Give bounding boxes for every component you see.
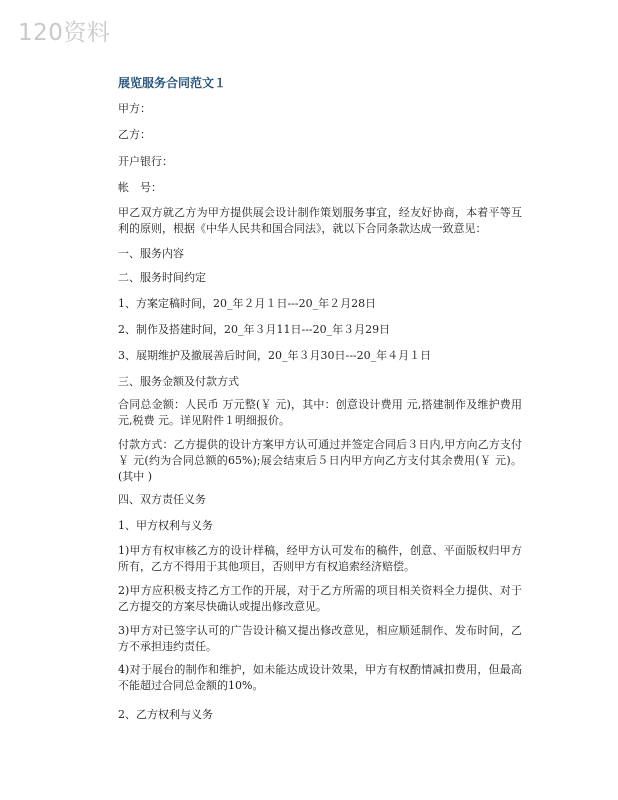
party-b-field: 乙方： [118, 128, 151, 141]
party-a-field: 甲方： [118, 102, 151, 115]
section-service-time: 二、服务时间约定 [118, 271, 206, 284]
time-item-3: 3、展期维护及撤展善后时间，20_年３月30日---20_年４月１日 [118, 349, 432, 362]
total-amount-paragraph: 合同总金额：人民币 万元整(￥ 元)，其中：创意设计费用 元,搭建制作及维护费用 元,税费 元。详见附件１明细报价。 [118, 398, 522, 427]
preamble-paragraph: 甲乙双方就乙方为甲方提供展会设计制作策划服务事宜，经友好协商，本着平等互利的原则，根据《中华人民共和国合同法》，就以下合同条款达成一致意见： [118, 206, 522, 235]
section-responsibilities: 四、双方责任义务 [118, 493, 206, 506]
party-b-rights-heading: 2、乙方权利与义务 [118, 708, 213, 721]
payment-terms-paragraph: 付款方式：乙方提供的设计方案甲方认可通过并签定合同后３日内,甲方向乙方支付￥ 元(约为合同总额的65%);展会结束后５日内甲方向乙方支付其余费用(￥ 元)。(其中 ) [118, 438, 522, 483]
time-item-2: 2、制作及搭建时间，20_年３月11日---20_年３月29日 [118, 323, 391, 336]
party-a-clause-3: 3)甲方对已签字认可的广告设计稿又提出修改意见，相应顺延制作、发布时间，乙方不承担违约责任。 [118, 624, 522, 653]
party-a-rights-heading: 1、甲方权利与义务 [118, 519, 213, 532]
party-a-clause-2: 2)甲方应积极支持乙方工作的开展，对于乙方所需的项目相关资料全力提供、对于乙方提交的方案尽快确认或提出修改意见。 [118, 584, 522, 613]
party-a-clause-1: 1)甲方有权审核乙方的设计样稿，经甲方认可发布的稿件，创意、平面版权归甲方所有，乙方不得用于其他项目，否则甲方有权追索经济赔偿。 [118, 544, 522, 573]
party-a-clause-4: 4)对于展台的制作和维护，如未能达成设计效果，甲方有权酌情减扣费用，但最高不能超过合同总金额的10%。 [118, 663, 522, 692]
section-payment: 三、服务金额及付款方式 [118, 375, 239, 388]
account-field: 帐 号： [118, 181, 162, 194]
document-title: 展览服务合同范文１ [118, 76, 227, 90]
bank-field: 开户银行： [118, 155, 173, 168]
section-service-content: 一、服务内容 [118, 247, 184, 260]
watermark: 120资料 [18, 20, 111, 46]
time-item-1: 1、方案定稿时间，20_年２月１日---20_年２月28日 [118, 297, 377, 310]
